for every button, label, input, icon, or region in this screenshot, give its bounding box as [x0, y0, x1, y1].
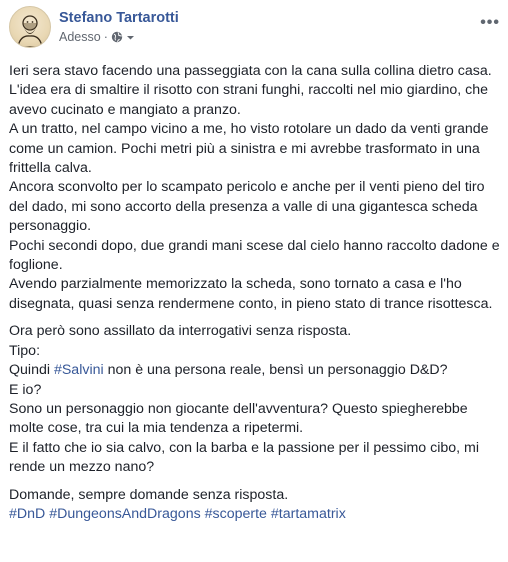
- hashtag-tartamatrix[interactable]: #tartamatrix: [270, 505, 346, 522]
- post-timestamp[interactable]: Adesso: [59, 30, 101, 44]
- paragraph-questions: [9, 322, 501, 477]
- hashtag-salvini[interactable]: #Salvini: [53, 362, 104, 379]
- hashtag-scoperte[interactable]: #scoperte: [204, 505, 267, 522]
- text-line: E il fatto che io sia calvo, con la barba e la passione per il pessimo cibo, mi rende un mezzo nano?: [9, 439, 480, 476]
- hashtag-dnd[interactable]: #DnD: [9, 505, 46, 522]
- text-line: Ieri sera stavo facendo una passeggiata con la cana sulla collina dietro casa.: [9, 63, 492, 79]
- chevron-down-icon[interactable]: [126, 33, 135, 42]
- post-subline: [59, 29, 179, 45]
- text-line: Tipo:: [9, 342, 41, 359]
- post-meta: [59, 9, 179, 45]
- closing-line: Domande, sempre domande senza risposta.: [9, 486, 289, 503]
- avatar-illustration: [10, 7, 50, 47]
- text-line: Sono un personaggio non giocante dell'avventura? Questo spiegherebbe molte cose, tra cui la mia tendenza a ripetermi.: [9, 400, 468, 437]
- more-options-button[interactable]: •••: [480, 14, 500, 31]
- text-fragment: non è una persona reale, bensì un personaggio D&D?: [103, 362, 448, 379]
- meta-separator: ·: [103, 30, 108, 44]
- text-line: A un tratto, nel campo vicino a me, ho visto rotolare un dado da venti grande come un camion. Pochi metri più a sinistra e mi avrebbe trasformato in una frittella calva.: [9, 121, 489, 177]
- text-line: L'idea era di smaltire il risotto con strani funghi, raccolti nel mio giardino, che avevo cucinato e mangiato a pranzo.: [9, 82, 489, 118]
- text-line: Avendo parzialmente memorizzato la scheda, sono tornato a casa e l'ho disegnata, quasi senza rendermene conto, in pieno stato di trance risottesca.: [9, 276, 493, 312]
- text-line: E io?: [9, 381, 42, 398]
- paragraph-closing: [9, 486, 501, 525]
- post-text: [9, 62, 501, 524]
- author-avatar[interactable]: [9, 6, 51, 48]
- paragraph-story: [9, 62, 501, 314]
- text-line: Ancora sconvolto per lo scampato pericolo e anche per il venti pieno del tiro del dado, mi sono accorto della presenza a valle di una gigantesca scheda personaggio.: [9, 179, 485, 235]
- author-name[interactable]: Stefano Tartarotti: [59, 10, 179, 26]
- hashtag-line: [9, 505, 501, 524]
- text-line: Ora però sono assillato da interrogativi senza risposta.: [9, 323, 352, 340]
- text-line: Pochi secondi dopo, due grandi mani scese dal cielo hanno raccolto dadone e foglione.: [9, 237, 500, 274]
- post-header: [9, 6, 179, 48]
- text-fragment: Quindi: [9, 362, 54, 379]
- salvini-line: [9, 361, 501, 380]
- globe-icon[interactable]: [111, 31, 123, 43]
- hashtag-dungeons-and-dragons[interactable]: #DungeonsAndDragons: [49, 505, 201, 522]
